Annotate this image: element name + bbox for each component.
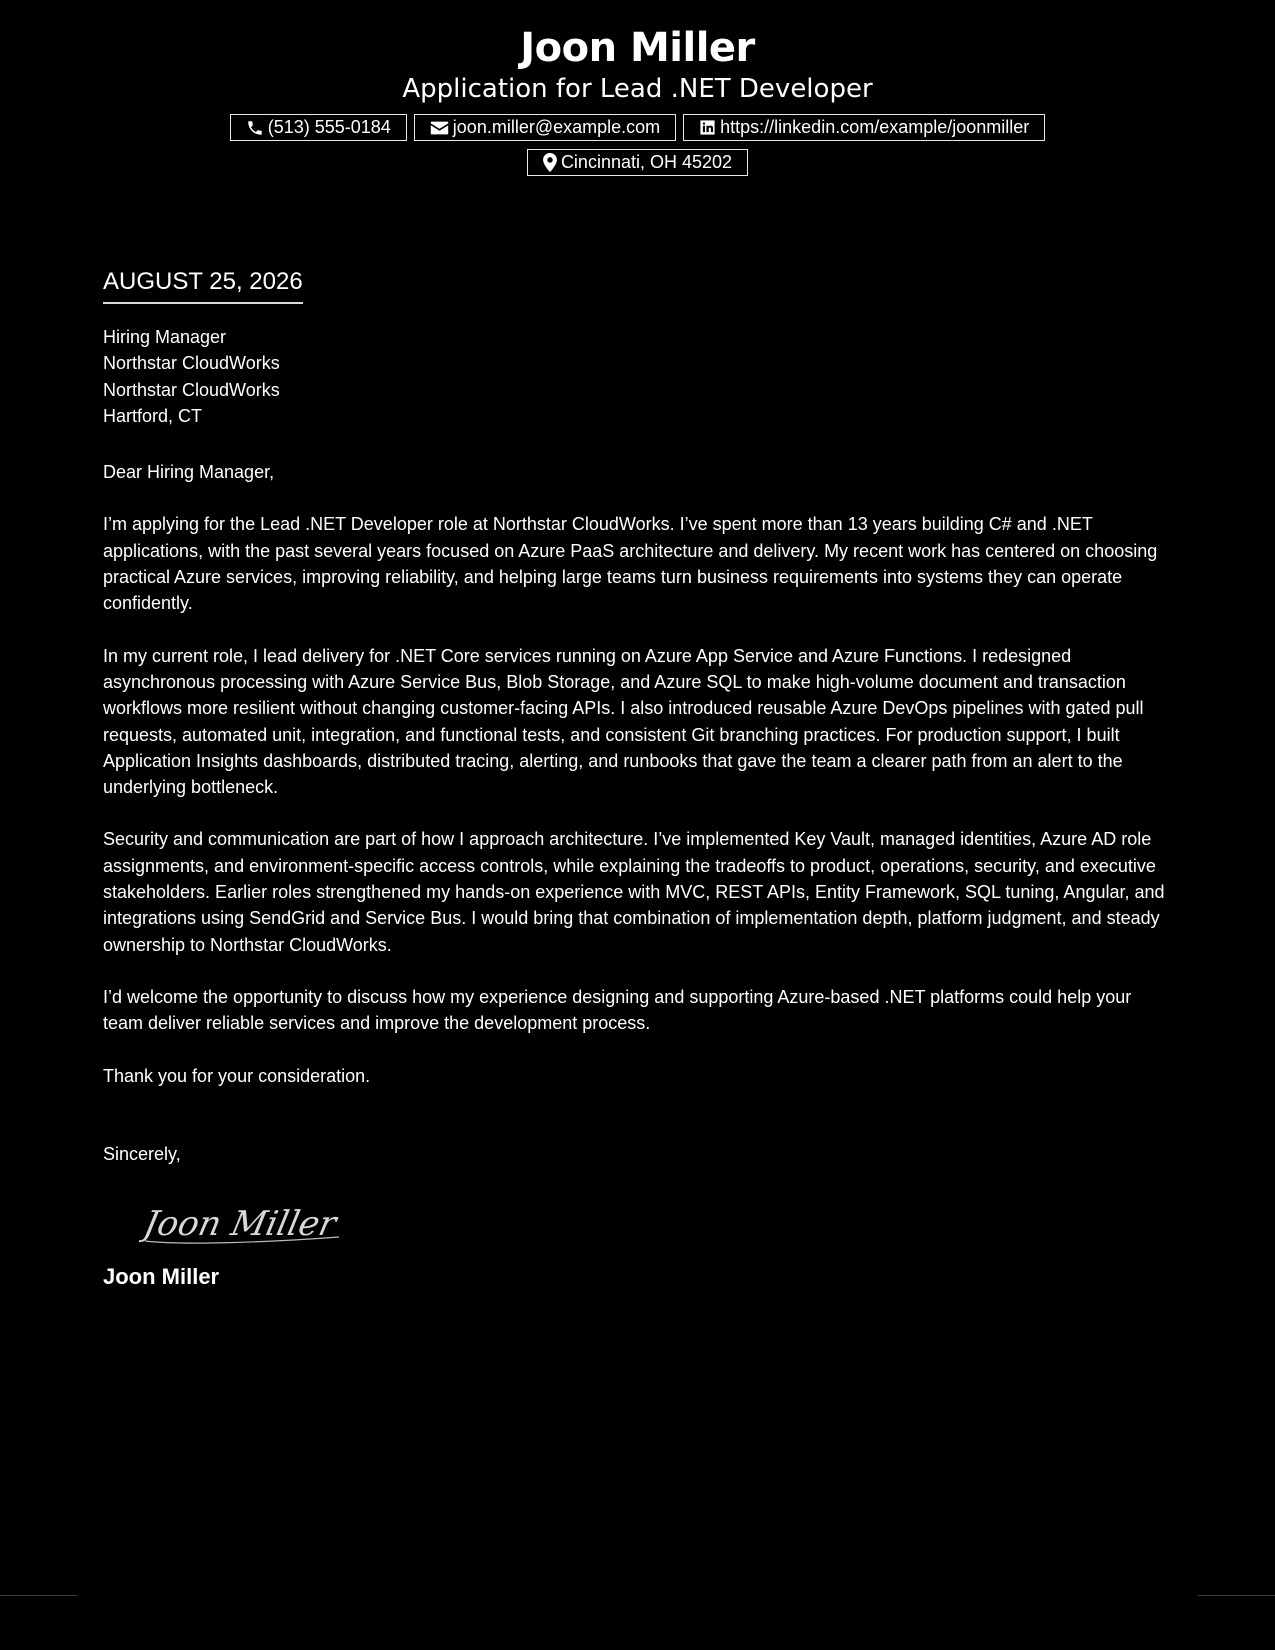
letter-date: AUGUST 25, 2026 bbox=[103, 266, 303, 304]
recipient-line: Northstar CloudWorks bbox=[103, 353, 280, 374]
closing: Sincerely, bbox=[103, 1143, 181, 1164]
recipient-line: Northstar CloudWorks bbox=[103, 379, 280, 400]
footer-rule-left bbox=[0, 1595, 77, 1596]
email-chip[interactable] bbox=[414, 114, 676, 141]
handwritten-signature bbox=[139, 1193, 1173, 1251]
body-paragraph: In my current role, I lead delivery for .NET Core services running on Azure App Service and Azure Functions. I redesigned asynchronous processing with Azure Service Bus, Blob Storage, and Azure SQL to make high-volume document and transaction workflows more resilient without changing customer-facing APIs. I also introduced reusable Azure DevOps pipelines with gated pull requests, automated unit, integration, and functional tests, and consistent Git branching practices. For production support, I built Application Insights dashboards, distributed tracing, alerting, and runbooks that gave the team a clearer path from an alert to the underlying bottleneck. bbox=[103, 645, 1144, 798]
body-paragraph: Thank you for your consideration. bbox=[103, 1065, 371, 1086]
application-title: Application for Lead .NET Developer bbox=[402, 74, 873, 104]
linkedin-text: https://linkedin.com/example/joonmiller bbox=[720, 117, 1030, 137]
contact-row-2 bbox=[0, 149, 1275, 176]
letter-body bbox=[103, 266, 1173, 1291]
linkedin-icon bbox=[699, 119, 716, 136]
location-chip[interactable] bbox=[527, 149, 748, 176]
recipient-block bbox=[103, 324, 1173, 429]
phone-text: (513) 555-0184 bbox=[267, 117, 391, 137]
body-paragraph: I’m applying for the Lead .NET Developer role at Northstar CloudWorks. I’ve spent more than 13 years building C# and .NET applications, with the past several years focused on Azure PaaS architecture and delivery. My recent work has centered on choosing practical Azure services, improving reliability, and helping large teams turn business requirements into systems they can operate confidently. bbox=[103, 514, 1158, 614]
salutation: Dear Hiring Manager, bbox=[103, 462, 275, 483]
email-text: joon.miller@example.com bbox=[452, 117, 661, 137]
svg-text:Joon Miller: Joon Miller bbox=[140, 1204, 340, 1245]
body-paragraph: I’d welcome the opportunity to discuss how my experience designing and supporting Azure-based .NET platforms could help your team deliver reliable services and improve the development process. bbox=[103, 986, 1132, 1034]
envelope-icon bbox=[430, 120, 449, 136]
location-text: Cincinnati, OH 45202 bbox=[560, 152, 733, 172]
footer-rule-right bbox=[1198, 1595, 1275, 1596]
applicant-name: Joon Miller bbox=[520, 25, 755, 71]
contact-row bbox=[0, 114, 1275, 141]
map-pin-icon bbox=[543, 153, 557, 172]
phone-icon bbox=[246, 119, 264, 137]
recipient-line: Hiring Manager bbox=[103, 327, 227, 347]
letter-header bbox=[0, 22, 1275, 184]
body-paragraph: Security and communication are part of how I approach architecture. I’ve implemented Key Vault, managed identities, Azure AD role assignments, and environment-specific access controls, while explaining the tradeoffs to product, operations, security, and executive stakeholders. Earlier roles strengthened my hands-on experience with MVC, REST APIs, Entity Framework, SQL tuning, Angular, and integrations using SendGrid and Service Bus. I would bring that combination of implementation depth, platform judgment, and steady ownership to Northstar CloudWorks. bbox=[103, 829, 1165, 955]
signed-name: Joon Miller bbox=[103, 1264, 220, 1290]
recipient-line: Hartford, CT bbox=[103, 405, 203, 426]
linkedin-chip[interactable] bbox=[683, 114, 1045, 141]
phone-chip[interactable] bbox=[230, 114, 407, 141]
